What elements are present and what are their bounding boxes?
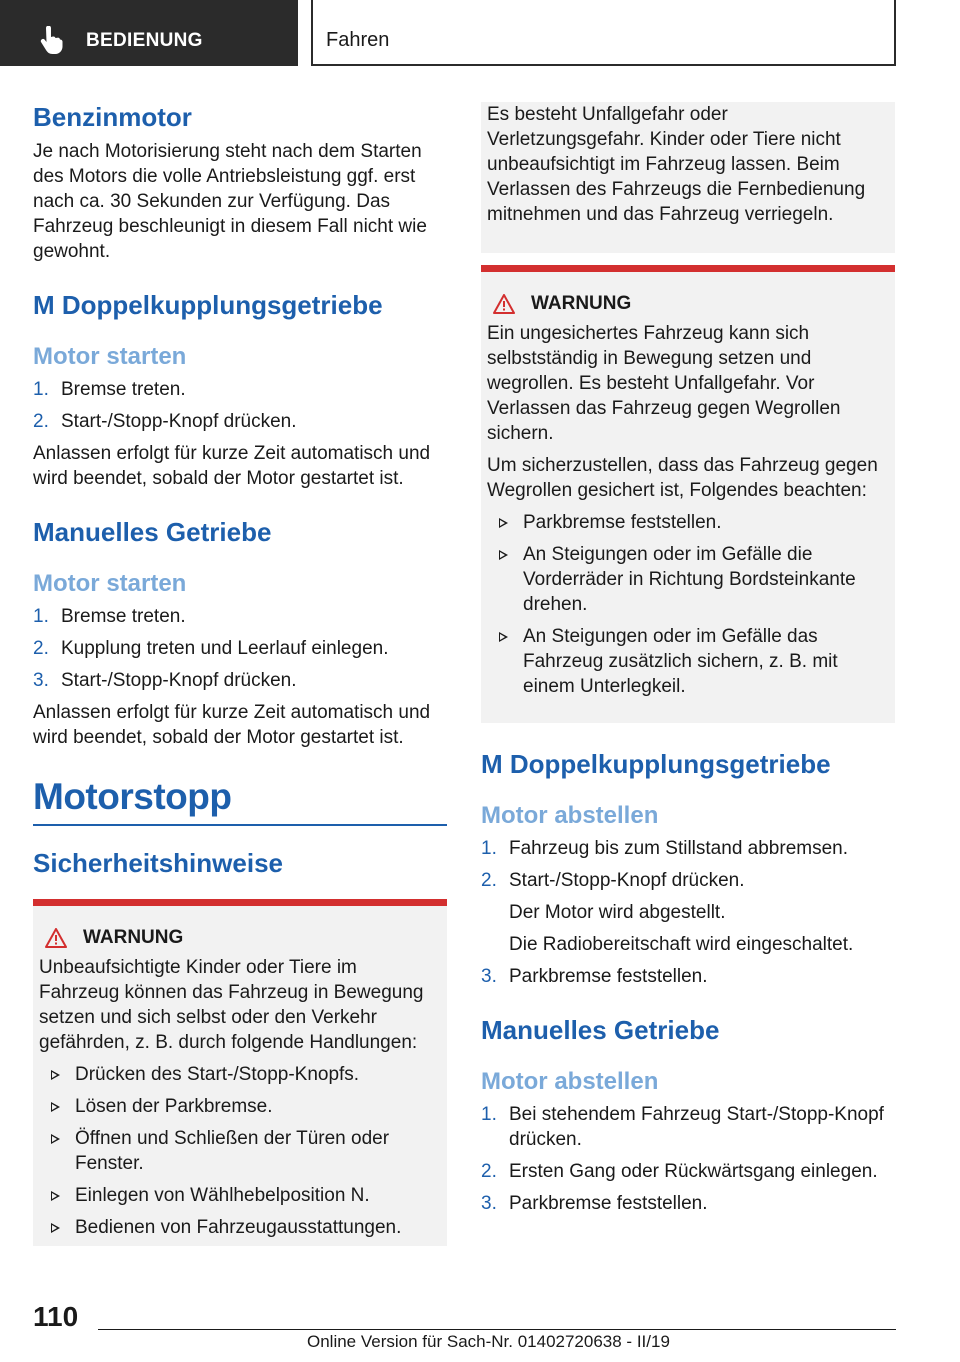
list-item-text: Bei stehendem Fahrzeug Start-/Stopp-Knopf drücken. xyxy=(509,1104,884,1150)
dkg-heading-left: M Doppelkupplungsgetriebe xyxy=(33,290,383,320)
safety-heading: Sicherheitshinweise xyxy=(33,848,283,878)
list-number: 1. xyxy=(33,606,49,627)
bullet-triangle-icon xyxy=(51,1070,60,1080)
benzin-heading: Benzinmotor xyxy=(33,102,192,132)
list-item-text: Parkbremse feststellen. xyxy=(509,966,708,987)
header-chapter-tab xyxy=(311,0,896,66)
list-item-text: Start-/Stopp-Knopf drücken. xyxy=(61,670,297,691)
list-item xyxy=(33,604,447,629)
list-item xyxy=(39,1062,441,1087)
header-section-label: BEDIENUNG xyxy=(86,30,203,51)
right-column xyxy=(481,102,895,1223)
step-sub-text: Der Motor wird abgestellt. xyxy=(509,902,726,923)
list-number: 3. xyxy=(481,966,497,987)
list-item xyxy=(487,624,889,699)
list-item-text: Öffnen und Schließen der Türen oder Fenster. xyxy=(75,1128,390,1174)
bullet-triangle-icon xyxy=(51,1191,60,1201)
list-number: 1. xyxy=(481,1104,497,1125)
list-item-text: Start-/Stopp-Knopf drücken. xyxy=(61,411,297,432)
list-item xyxy=(33,377,447,402)
list-item xyxy=(481,1191,895,1216)
warning-text: Unbeaufsichtigte Kinder oder Tiere im Fahrzeug können das Fahrzeug in Bewegung setzen und sich selbst oder den Verkehr gefährden, z. B. durch folgende Handlungen: xyxy=(39,957,424,1053)
list-item-text: Lösen der Parkbremse. xyxy=(75,1096,273,1117)
list-item xyxy=(39,1183,441,1208)
list-item-text: Parkbremse feststellen. xyxy=(509,1193,708,1214)
dkg-stop-heading: Motor abstellen xyxy=(481,802,659,829)
manual-heading-right: Manuelles Getriebe xyxy=(481,1015,720,1045)
manual-heading-left: Manuelles Getriebe xyxy=(33,517,272,547)
dkg-start-note: Anlassen erfolgt für kurze Zeit automatisch und wird beendet, sobald der Motor gestartet ist. xyxy=(33,443,431,489)
manual-start-note: Anlassen erfolgt für kurze Zeit automatisch und wird beendet, sobald der Motor gestartet ist. xyxy=(33,702,431,748)
list-item xyxy=(33,668,447,693)
list-item xyxy=(481,836,895,861)
step-sub-text: Die Radiobereitschaft wird eingeschaltet. xyxy=(509,934,854,955)
bullet-triangle-icon xyxy=(499,550,508,560)
warning-box-1 xyxy=(33,899,447,1246)
list-item-text: Start-/Stopp-Knopf drücken. xyxy=(509,870,745,891)
warning-triangle-icon xyxy=(493,294,515,314)
list-item-text: Parkbremse feststellen. xyxy=(523,512,722,533)
manual-start-heading: Motor starten xyxy=(33,570,187,597)
manual-start-steps xyxy=(33,604,447,693)
list-number: 1. xyxy=(33,379,49,400)
list-item xyxy=(487,542,889,617)
page-number: 110 xyxy=(33,1301,79,1332)
list-number: 2. xyxy=(33,638,49,659)
warning-header xyxy=(487,293,889,315)
warning-header xyxy=(39,927,441,949)
list-item-text: Kupplung treten und Leerlauf einlegen. xyxy=(61,638,389,659)
manual-stop-steps xyxy=(481,1102,895,1216)
header-chapter-label: Fahren xyxy=(326,29,390,51)
list-item-text: Fahrzeug bis zum Stillstand abbremsen. xyxy=(509,838,848,859)
list-number: 1. xyxy=(481,838,497,859)
list-item xyxy=(481,1102,895,1152)
bullet-triangle-icon xyxy=(51,1102,60,1112)
dkg-start-heading: Motor starten xyxy=(33,343,187,370)
list-item xyxy=(33,409,447,434)
list-number: 3. xyxy=(481,1193,497,1214)
warning-label: WARNUNG xyxy=(83,927,184,948)
dkg-heading-right: M Doppelkupplungsgetriebe xyxy=(481,749,831,779)
list-number: 2. xyxy=(481,1161,497,1182)
list-number: 2. xyxy=(33,411,49,432)
list-item-text: Einlegen von Wählhebelposition N. xyxy=(75,1185,370,1206)
list-item-text: An Steigungen oder im Gefälle das Fahrzeug zusätzlich sichern, z. B. mit einem Unterlegkeil. xyxy=(523,626,838,697)
benzin-text: Je nach Motorisierung steht nach dem Starten des Motors die volle Antriebsleistung ggf. erst nach ca. 30 Sekunden zur Verfügung. Das Fahrzeug beschleunigt in diesem Fall nicht wie gewohnt. xyxy=(33,141,427,262)
list-item-text: Bedienen von Fahrzeugausstattungen. xyxy=(75,1217,402,1238)
warning-triangle-icon xyxy=(45,928,67,948)
dkg-start-steps xyxy=(33,377,447,434)
list-item xyxy=(487,510,889,535)
list-item xyxy=(481,868,895,957)
left-column xyxy=(33,100,447,1246)
warning-bullets xyxy=(39,1062,441,1240)
list-item-text: An Steigungen oder im Gefälle die Vorderräder in Richtung Bordsteinkante drehen. xyxy=(523,544,856,615)
manual-stop-heading: Motor abstellen xyxy=(481,1068,659,1095)
warning-bullets xyxy=(487,510,889,699)
footer-online-version: Online Version für Sach-Nr. 01402720638 - II/19 xyxy=(307,1332,670,1351)
list-item-text: Bremse treten. xyxy=(61,379,186,400)
heading-rule xyxy=(33,824,447,826)
list-item-text: Drücken des Start-/Stopp-Knopfs. xyxy=(75,1064,360,1085)
motorstopp-heading: Motorstopp xyxy=(33,776,232,817)
list-item xyxy=(481,1159,895,1184)
list-item xyxy=(33,636,447,661)
warning-continuation-text: Es besteht Unfallgefahr oder Verletzungsgefahr. Kinder oder Tiere nicht unbeaufsichtigt im Fahrzeug lassen. Beim Verlassen des Fahrzeugs die Fernbedienung mitnehmen und das Fahrzeug verriegeln. xyxy=(487,104,866,225)
list-item-text: Ersten Gang oder Rückwärtsgang einlegen. xyxy=(509,1161,878,1182)
list-item xyxy=(481,964,895,989)
list-item xyxy=(39,1126,441,1176)
header-section-tab xyxy=(0,0,298,66)
warning-box-2 xyxy=(481,265,895,723)
warning-text-2: Um sicherzustellen, dass das Fahrzeug gegen Wegrollen gesichert ist, Folgendes beachten: xyxy=(487,455,878,501)
list-item-text: Bremse treten. xyxy=(61,606,186,627)
hand-pointer-icon xyxy=(38,26,64,54)
bullet-triangle-icon xyxy=(51,1223,60,1233)
list-number: 3. xyxy=(33,670,49,691)
bullet-triangle-icon xyxy=(51,1134,60,1144)
warning-label: WARNUNG xyxy=(531,293,632,314)
dkg-stop-steps xyxy=(481,836,895,989)
footer-rule xyxy=(98,1329,896,1330)
warning-continuation-box xyxy=(481,102,895,253)
list-number: 2. xyxy=(481,870,497,891)
bullet-triangle-icon xyxy=(499,632,508,642)
list-item xyxy=(39,1215,441,1240)
list-item xyxy=(39,1094,441,1119)
warning-text-1: Ein ungesichertes Fahrzeug kann sich selbstständig in Bewegung setzen und wegrollen. Es besteht Unfallgefahr. Vor Verlassen das Fahrzeug gegen Wegrollen sichern. xyxy=(487,323,841,444)
bullet-triangle-icon xyxy=(499,518,508,528)
